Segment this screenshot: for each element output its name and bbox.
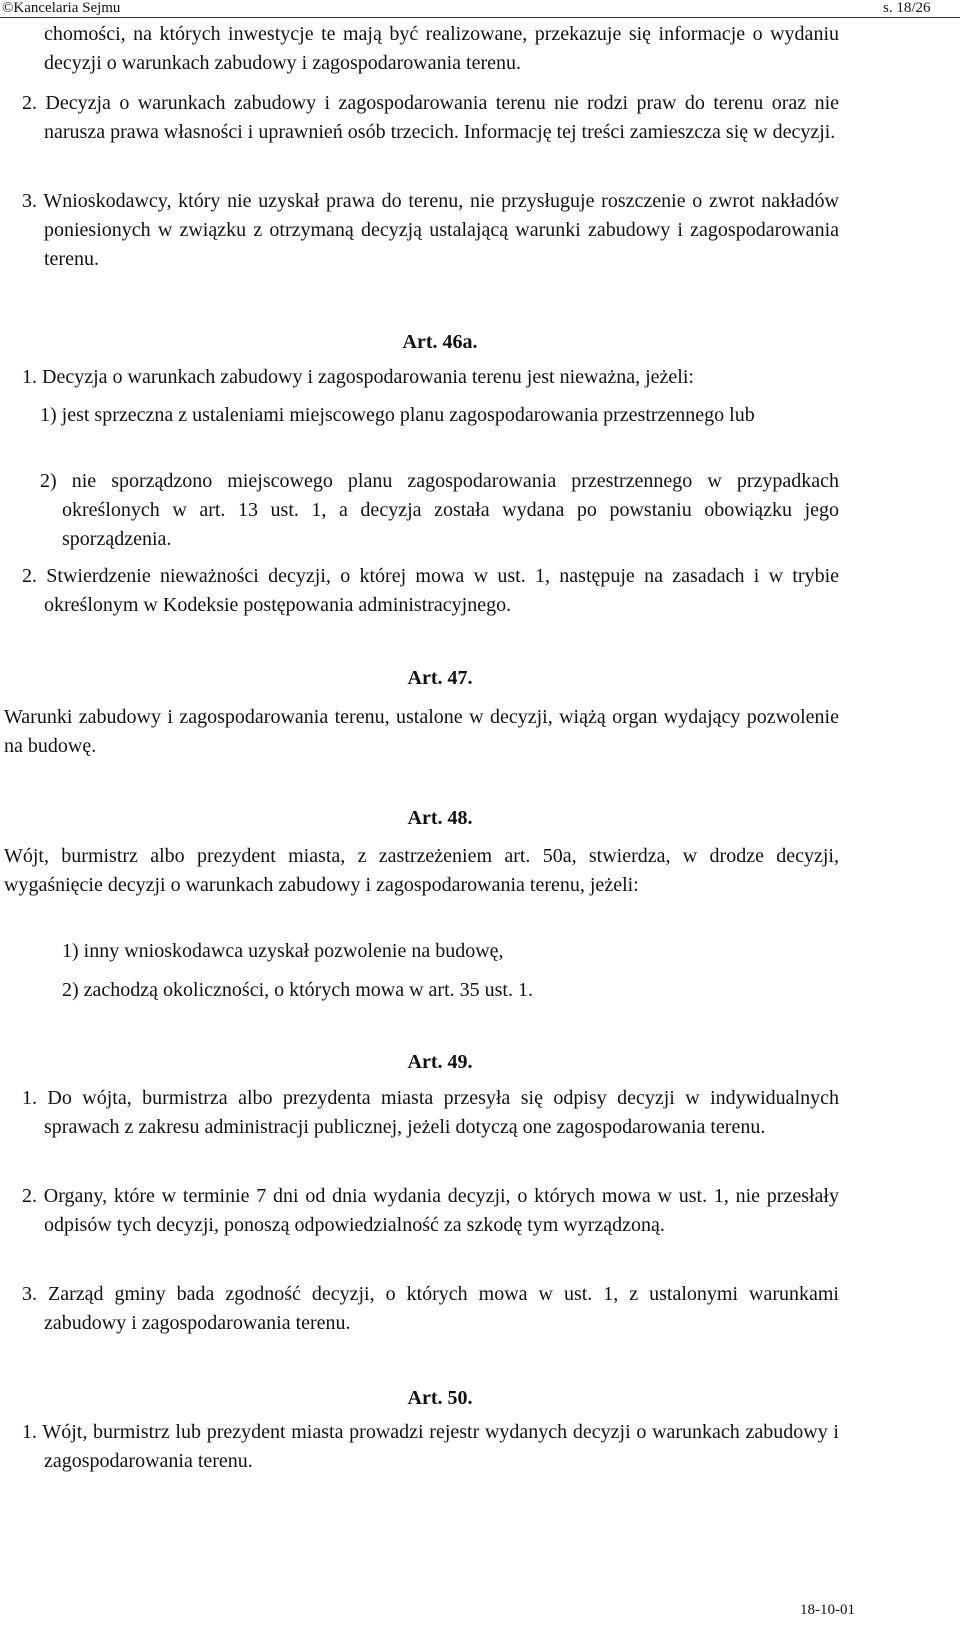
art50-heading [0,1386,960,1410]
art47-heading-text: Art. 47. [407,667,473,689]
art48-heading [0,806,960,830]
art46a-paragraph-1: 1. Decyzja o warunkach zabudowy i zagospodarowania terenu jest nieważna, jeżeli: [22,366,694,388]
art48-point-1: 1) inny wnioskodawca uzyskał pozwolenie na budowę, [62,940,504,962]
header-rule [0,17,960,18]
page-number: s. 18/26 [883,0,931,16]
continuation-paragraph: chomości, na których inwestycje te mają być realizowane, przekazuje się informacje o wydaniu decyzji o warunkach zabudowy i zagospodarowania terenu. [44,23,839,74]
art46a-heading-text: Art. 46a. [402,331,478,353]
art48-point-2: 2) zachodzą okoliczności, o których mowa w art. 35 ust. 1. [62,979,533,1001]
art46a-heading [0,330,960,354]
art49-paragraph-2: 2. Organy, które w terminie 7 dni od dnia wydania decyzji, o których mowa w ust. 1, nie przesłały odpisów tych decyzji, ponoszą odpowiedzialność za szkodę tym wyrządzoną. [22,1185,839,1236]
art49-heading [0,1050,960,1074]
page-footer: 18-10-01 [800,1602,855,1618]
art48-heading-text: Art. 48. [407,807,473,829]
art46-paragraph-2: 2. Decyzja o warunkach zabudowy i zagospodarowania terenu nie rodzi praw do terenu oraz nie narusza prawa własności i uprawnień osób trzecich. Informację tej treści zamieszcza się w decyzji. [22,92,839,143]
art46-paragraph-3: 3. Wnioskodawcy, który nie uzyskał prawa do terenu, nie przysługuje roszczenie o zwrot nakładów poniesionych w związku z otrzymaną decyzją ustalającą warunki zabudowy i zagospodarowania terenu. [22,190,839,270]
art49-paragraph-1: 1. Do wójta, burmistrza albo prezydenta miasta przesyła się odpisy decyzji w indywidualnych sprawach z zakresu administracji publicznej, jeżeli dotyczą one zagospodarowania terenu. [22,1087,839,1138]
art47-heading [0,666,960,690]
art49-heading-text: Art. 49. [407,1051,473,1073]
art49-paragraph-3: 3. Zarząd gminy bada zgodność decyzji, o których mowa w ust. 1, z ustalonymi warunkami zabudowy i zagospodarowania terenu. [22,1283,839,1334]
art48-text: Wójt, burmistrz albo prezydent miasta, z zastrzeżeniem art. 50a, stwierdza, w drodze decyzji, wygaśnięcie decyzji o warunkach zabudowy i zagospodarowania terenu, jeżeli: [4,845,839,896]
copyright-label: ©Kancelaria Sejmu [2,0,121,16]
art50-heading-text: Art. 50. [407,1387,473,1409]
art46a-paragraph-2: 2. Stwierdzenie nieważności decyzji, o której mowa w ust. 1, następuje na zasadach i w trybie określonym w Kodeksie postępowania administracyjnego. [22,565,839,616]
art46a-point-1: 1) jest sprzeczna z ustaleniami miejscowego planu zagospodarowania przestrzennego lub [40,404,755,426]
page-header [0,0,960,17]
art47-text: Warunki zabudowy i zagospodarowania terenu, ustalone w decyzji, wiążą organ wydający pozwolenie na budowę. [4,706,839,757]
art50-paragraph-1: 1. Wójt, burmistrz lub prezydent miasta prowadzi rejestr wydanych decyzji o warunkach zabudowy i zagospodarowania terenu. [22,1421,839,1472]
art46a-point-2: 2) nie sporządzono miejscowego planu zagospodarowania przestrzennego w przypadkach określonych w art. 13 ust. 1, a decyzja została wydana po powstaniu obowiązku jego sporządzenia. [40,470,839,550]
